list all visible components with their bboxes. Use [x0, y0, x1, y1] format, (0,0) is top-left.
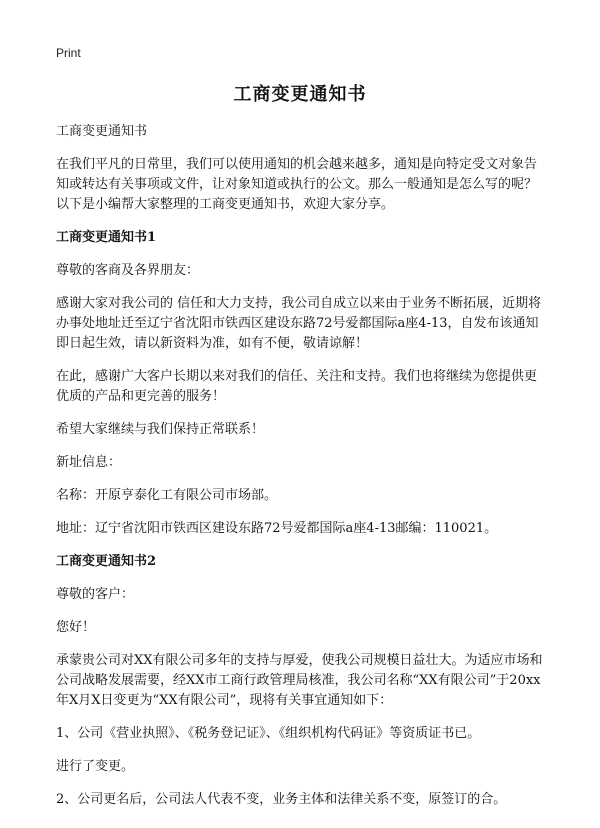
- paragraph-relocation: 感谢大家对我公司的 信任和大力支持，我公司自成立以来由于业务不断拓展，近期将办事处地址迁至辽宁省沈阳市铁西区建设东路72号爱都国际a座4-13，自发布该通知即日起生效，请以新资料为准，如有不便，敬请谅解！: [56, 296, 542, 351]
- new-address-label: 新址信息：: [56, 455, 122, 470]
- document-body: [56, 122, 544, 823]
- salutation-2: 尊敬的客户：: [56, 587, 135, 602]
- intro-heading: 工商变更通知书: [56, 124, 148, 139]
- intro-paragraph: 在我们平凡的日常里，我们可以使用通知的机会越来越多，通知是向特定受文对象告知或转达有关事项或文件，让对象知道或执行的公文。那么一般通知是怎么写的呢？以下是小编帮大家整理的工商变更通知书，欢迎大家分享。: [56, 157, 538, 212]
- section-heading-1: 工商变更通知书1: [56, 230, 157, 245]
- paragraph-contact: 希望大家继续与我们保持正常联系！: [56, 422, 265, 437]
- list-item-1: 1、公司《营业执照》、《税务登记证》、《组织机构代码证》等资质证书已。: [56, 726, 481, 741]
- list-item-2: 2、公司更名后，公司法人代表不变，业务主体和法律关系不变，原签订的合。: [56, 792, 507, 807]
- list-item-1-continued: 进行了变更。: [56, 759, 135, 774]
- company-name-line: 名称：开原亨泰化工有限公司市场部。: [56, 488, 278, 503]
- page-title: 工商变更通知书: [233, 84, 367, 105]
- address-line: 地址：辽宁省沈阳市铁西区建设东路72号爱都国际a座4-13邮编：110021。: [56, 521, 498, 536]
- print-link[interactable]: Print: [56, 46, 81, 60]
- section-heading-2: 工商变更通知书2: [56, 554, 157, 569]
- paragraph-name-change: 承蒙贵公司对XX有限公司多年的支持与厚爱，使我公司规模日益壮大。为适应市场和公司战略发展需要，经XX市工商行政管理局核准，我公司名称“XX有限公司”于20xx年X月X日变更为“XX有限公司”，现将有关事宜通知如下：: [56, 653, 543, 708]
- greeting: 您好！: [56, 620, 96, 635]
- salutation-1: 尊敬的客商及各界朋友：: [56, 263, 200, 278]
- paragraph-thanks: 在此，感谢广大客户长期以来对我们的信任、关注和支持。我们也将继续为您提供更优质的产品和更完善的服务！: [56, 369, 538, 404]
